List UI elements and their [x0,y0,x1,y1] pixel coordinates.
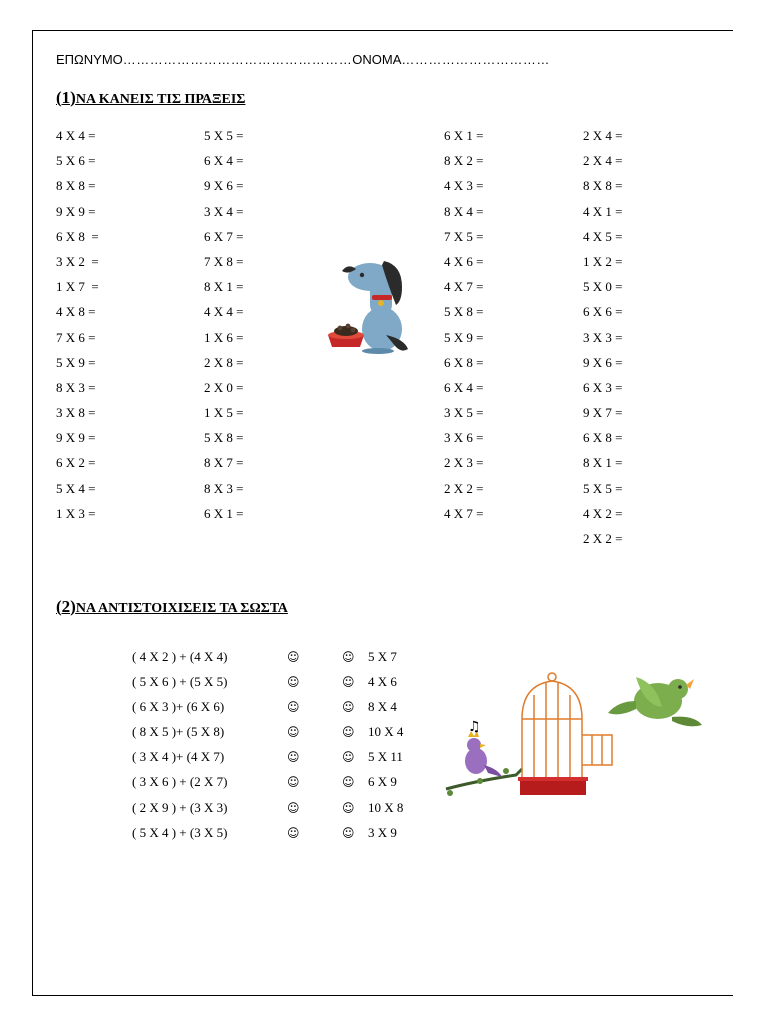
exercise-item: 3 X 4 = [204,203,244,219]
matching-answer: 6 X 9 [368,774,397,790]
exercise-item: 6 X 4 = [204,153,244,169]
section2-number: (2) [56,597,76,616]
smiley-icon[interactable]: ☺ [342,800,355,815]
matching-answer: 5 X 7 [368,649,397,664]
matching-expression: ( 5 X 4 ) + (3 X 5) [132,824,228,840]
exercise-item: 5 X 9 = [444,329,484,345]
smiley-icon[interactable]: ☺ [342,700,355,715]
exercise-item: 8 X 1 = [204,279,244,295]
exercise-item: 4 X 8 = [56,304,96,320]
matching-answer: 3 X 9 [368,824,397,840]
exercise-item: 2 X 8 = [204,354,244,370]
exercise-item: 6 X 3 = [583,379,623,395]
exercise-item: 5 X 4 = [56,480,96,496]
exercise-item: 3 X 6 = [444,430,484,446]
matching-answer: 4 X 6 [368,674,397,690]
exercise-column-4 [583,126,622,554]
smiley-icon[interactable]: ☺ [342,825,355,840]
exercise-item: 6 X 1 = [444,128,484,143]
exercise-item: 1 X 3 = [56,505,96,521]
exercise-item: 6 X 8 = [444,354,484,370]
matching-answer: 8 X 4 [368,699,397,715]
exercise-item: 7 X 6 = [56,329,96,345]
matching-expression: ( 4 X 2 ) + (4 X 4) [132,649,228,664]
exercise-item: 8 X 7 = [204,455,244,471]
exercise-item: 3 X 3 = [583,329,623,345]
matching-expression: ( 3 X 4 )+ (4 X 7) [132,749,225,765]
section2-text: ΝΑ ΑΝΤΙΣΤΟΙΧΙΣΕΙΣ ΤΑ ΣΩΣΤΑ [75,601,288,616]
exercise-item: 9 X 6 = [204,178,244,194]
name-label: ΟΝΟΜΑ [352,52,402,67]
smiley-icon[interactable]: ☺ [287,725,300,740]
dog-illustration [326,255,414,355]
exercise-item: 6 X 1 = [204,505,244,521]
section2-title [56,597,288,617]
smiley-icon[interactable]: ☺ [342,650,355,664]
exercise-item: 4 X 6 = [444,253,484,269]
exercise-item: 5 X 8 = [444,304,484,320]
exercise-item: 5 X 8 = [204,430,244,446]
smiley-icon[interactable]: ☺ [287,650,300,664]
exercise-item: 3 X 2 = [56,253,99,269]
smiley-icon[interactable]: ☺ [287,775,300,790]
exercise-item: 2 X 4 = [583,128,623,143]
smiley-icon[interactable]: ☺ [342,750,355,765]
exercise-item: 5 X 0 = [583,279,623,295]
matching-row [132,697,432,722]
exercise-item: 4 X 3 = [444,178,484,194]
matching-row [132,747,432,772]
exercise-column-2 [204,126,243,529]
exercise-item: 3 X 8 = [56,405,96,421]
exercise-item: 8 X 8 = [583,178,623,194]
section1-title [56,88,245,108]
exercise-item: 7 X 8 = [204,253,244,269]
smiley-icon[interactable]: ☺ [287,825,300,840]
exercise-item: 6 X 7 = [204,228,244,244]
smiley-icon[interactable]: ☺ [342,725,355,740]
exercise-item: 2 X 2 = [444,480,484,496]
page-border [32,30,733,996]
exercise-item: 4 X 4 = [56,128,96,143]
matching-answer: 5 X 11 [368,749,403,765]
exercise-column-1 [56,126,99,529]
smiley-icon[interactable]: ☺ [342,775,355,790]
section1-text: ΝΑ ΚΑΝΕΙΣ ΤΙΣ ΠΡΑΞΕΙΣ [75,92,246,107]
exercise-item: 5 X 5 = [204,128,244,143]
surname-label: ΕΠΩΝΥΜΟ [56,52,123,67]
exercise-item: 7 X 5 = [444,228,484,244]
exercise-item: 1 X 5 = [204,405,244,421]
exercise-item: 6 X 2 = [56,455,96,471]
smiley-icon[interactable]: ☺ [342,675,355,690]
exercise-item: 8 X 1 = [583,455,623,471]
smiley-icon[interactable]: ☺ [287,800,300,815]
exercise-column-3 [444,126,483,529]
matching-row [132,798,432,823]
surname-field[interactable]: …………………………………………… [122,52,353,67]
matching-row [132,672,432,697]
matching-row [132,722,432,747]
exercise-item: 8 X 3 = [204,480,244,496]
section1-number: (1) [56,88,76,107]
exercise-item: 6 X 8 = [56,228,99,244]
matching-answer: 10 X 4 [368,724,404,740]
smiley-icon[interactable]: ☺ [287,675,300,690]
exercise-item: 2 X 2 = [583,531,623,546]
exercise-item: 8 X 8 = [56,178,96,194]
smiley-icon[interactable]: ☺ [287,700,300,715]
smiley-icon[interactable]: ☺ [287,750,300,765]
exercise-item: 4 X 5 = [583,228,623,244]
matching-expression: ( 5 X 6 ) + (5 X 5) [132,674,228,690]
exercise-item: 6 X 8 = [583,430,623,446]
svg-text:♫: ♫ [468,719,481,735]
exercise-item: 9 X 6 = [583,354,623,370]
exercise-item: 9 X 9 = [56,203,96,219]
matching-expression: ( 8 X 5 )+ (5 X 8) [132,724,225,740]
exercise-item: 3 X 5 = [444,405,484,421]
exercise-item: 4 X 1 = [583,203,623,219]
matching-exercise [132,647,432,848]
exercise-item: 4 X 2 = [583,505,623,521]
matching-answer: 10 X 8 [368,799,404,815]
name-line [56,52,550,67]
exercise-item: 6 X 6 = [583,304,623,320]
matching-row [132,823,432,848]
exercise-item: 4 X 7 = [444,279,484,295]
exercise-item: 5 X 6 = [56,153,96,169]
matching-row [132,647,432,672]
exercise-item: 8 X 2 = [444,153,484,169]
exercise-item: 1 X 7 = [56,279,99,295]
exercise-item: 8 X 3 = [56,379,96,395]
exercise-item: 5 X 5 = [583,480,623,496]
exercise-item: 9 X 9 = [56,430,96,446]
exercise-item: 8 X 4 = [444,203,484,219]
exercise-item: 9 X 7 = [583,405,623,421]
exercise-item: 6 X 4 = [444,379,484,395]
matching-expression: ( 2 X 9 ) + (3 X 3) [132,799,228,815]
exercise-item: 2 X 4 = [583,153,623,169]
exercise-item: 4 X 7 = [444,505,484,521]
exercise-item: 2 X 3 = [444,455,484,471]
matching-expression: ( 6 X 3 )+ (6 X 6) [132,699,225,715]
matching-row [132,772,432,797]
name-field[interactable]: …………………………… [401,52,550,67]
birdcage-illustration [440,665,710,800]
exercise-item: 5 X 9 = [56,354,96,370]
exercise-item: 4 X 4 = [204,304,244,320]
exercise-item: 2 X 0 = [204,379,244,395]
exercise-item: 1 X 2 = [583,253,623,269]
exercise-item: 1 X 6 = [204,329,244,345]
matching-expression: ( 3 X 6 ) + (2 X 7) [132,774,228,790]
